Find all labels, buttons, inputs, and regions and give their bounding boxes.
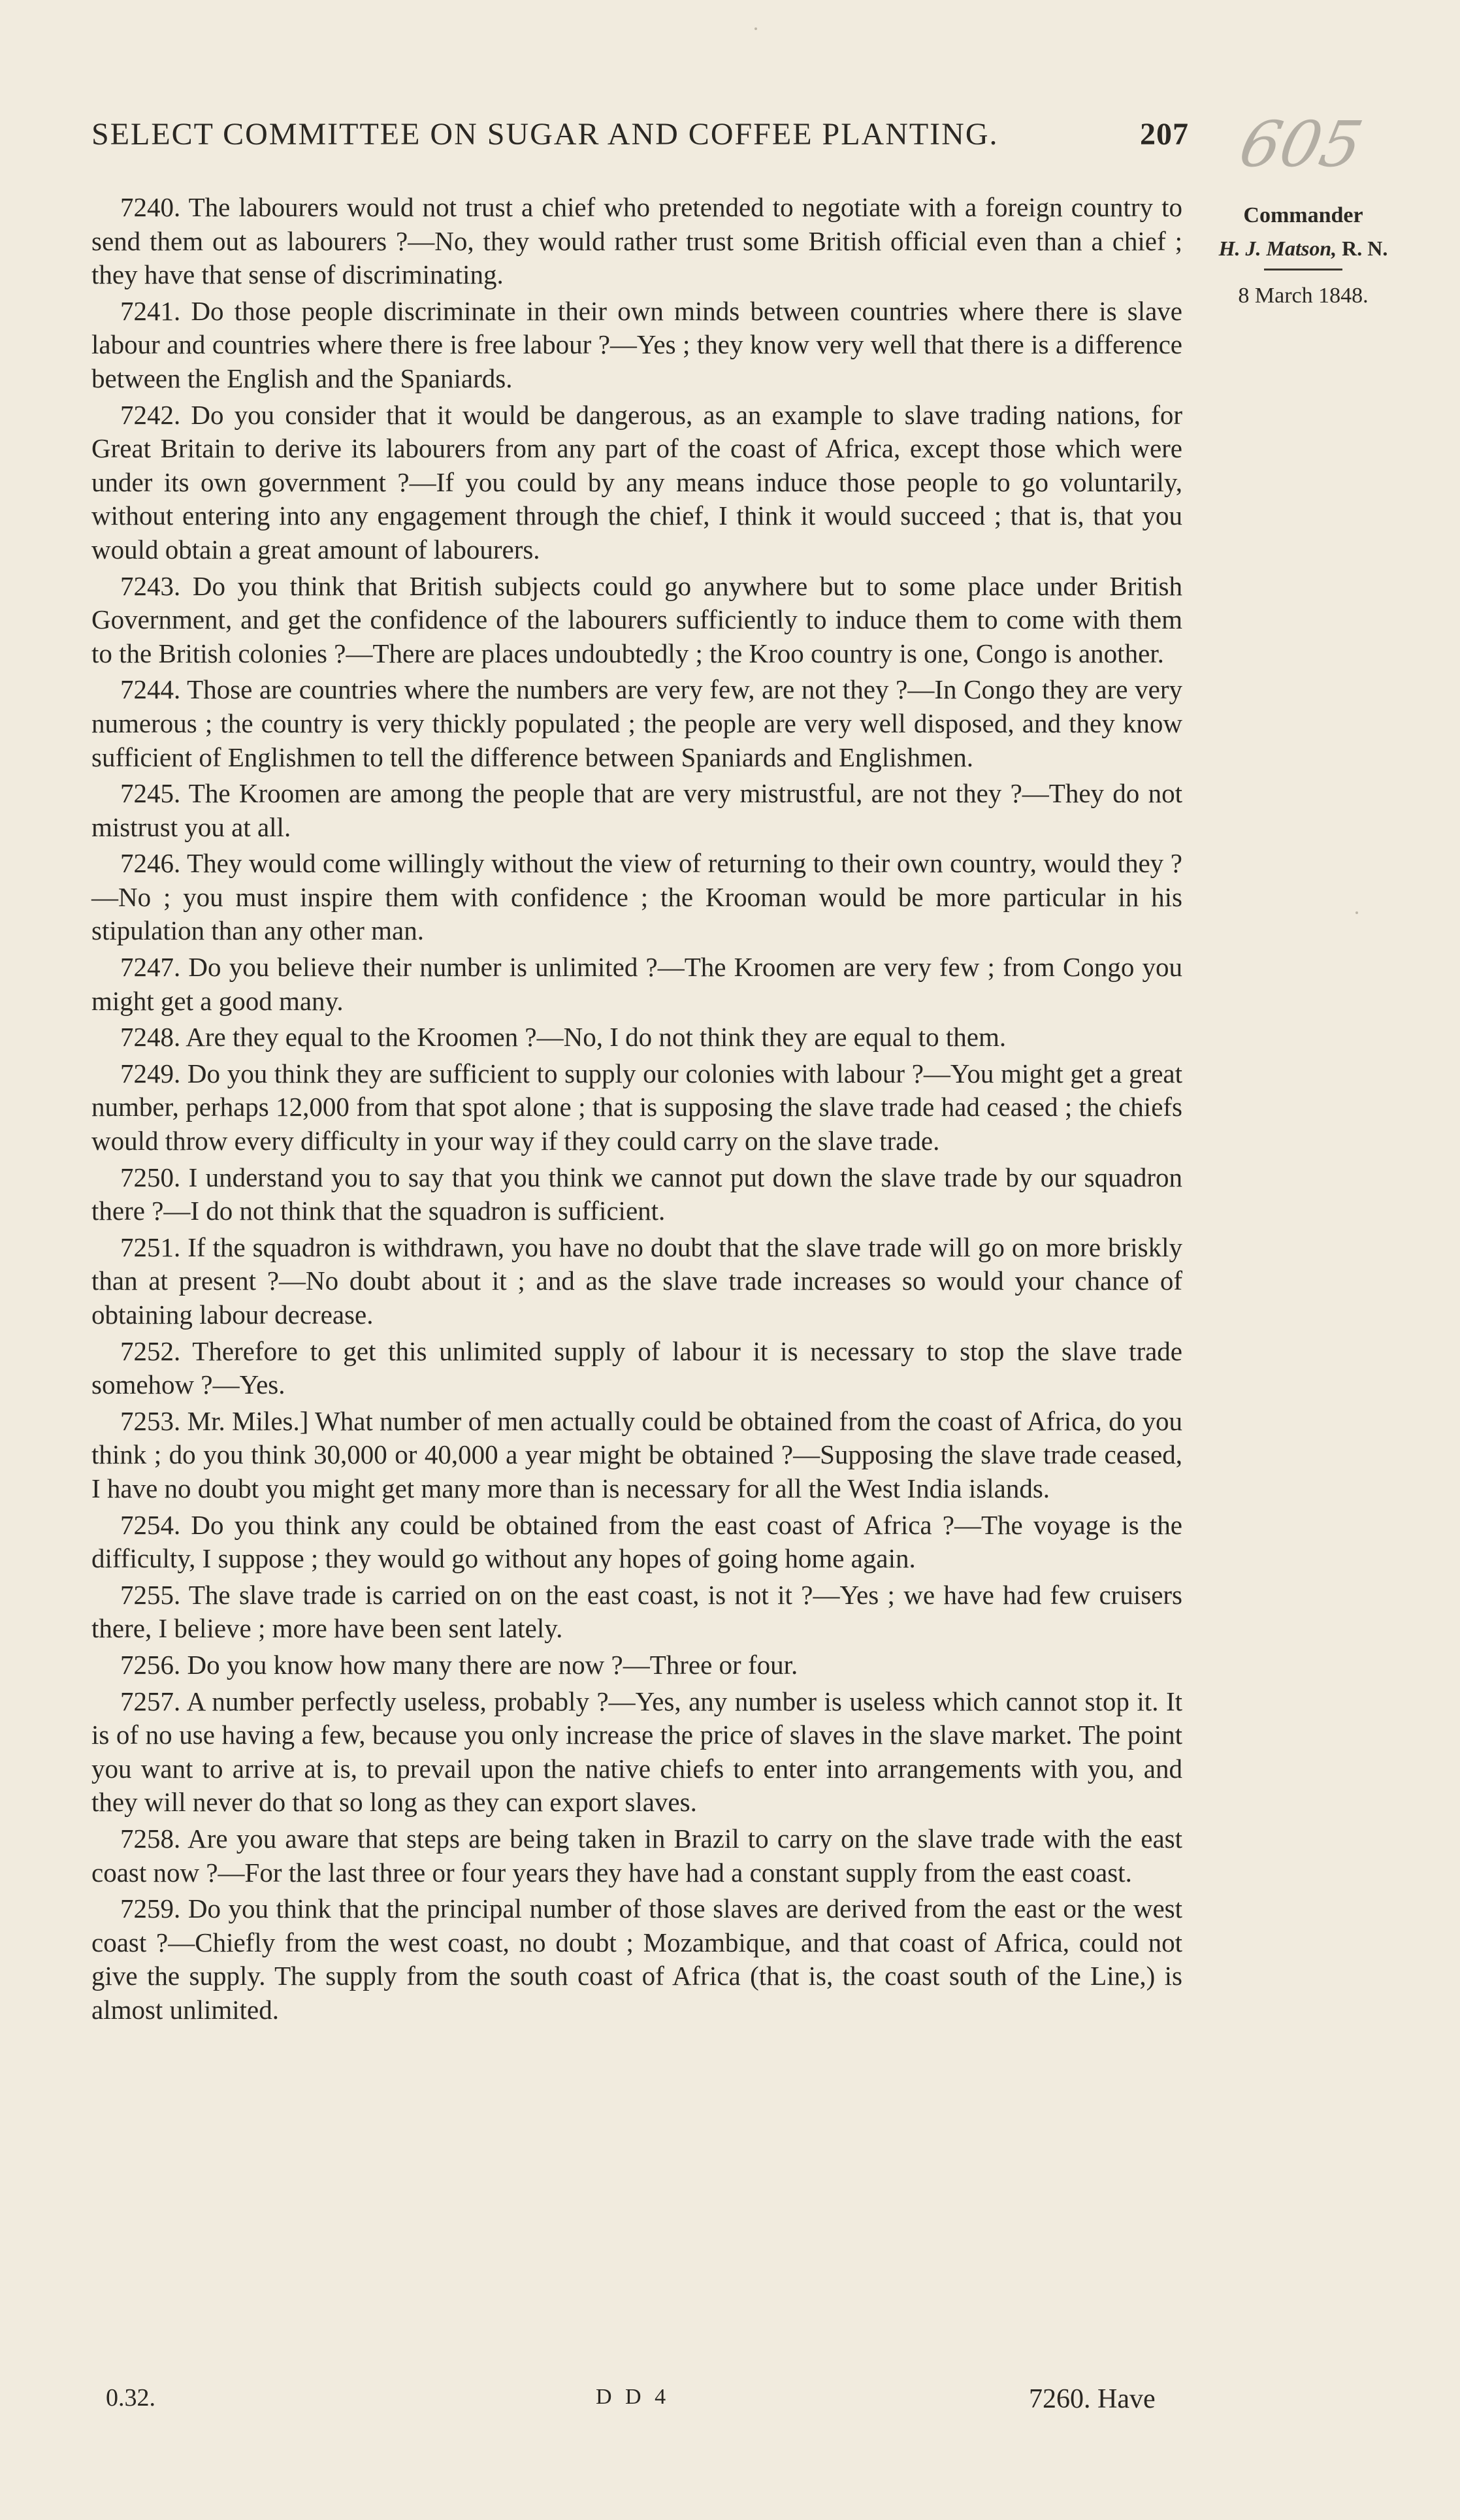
testimony-paragraph: 7254. Do you think any could be obtained from the east coast of Africa ?—The voyage is the difficulty, I suppose ; they would go without any hopes of going home again. [91, 1509, 1182, 1574]
testimony-paragraph: 7242. Do you consider that it would be dangerous, as an example to slave trading nations, for Great Britain to derive its labourers from any part of the coast of Africa, except those which were under its own government ?—If you could by any means induce those people to go voluntarily, without entering into any engagement through the chief, I think it would succeed ; that is, that you would obtain a great amount of labourers. [91, 399, 1182, 565]
testimony-paragraph: 7258. Are you aware that steps are being taken in Brazil to carry on the slave trade with the east coast now ?—For the last three or four years they have had a constant supply from the east coast. [91, 1823, 1182, 1888]
testimony-paragraph: 7250. I understand you to say that you think we cannot put down the slave trade by our squadron there ?—I do not think that the squadron is sufficient. [91, 1162, 1182, 1226]
testimony-paragraph: 7247. Do you believe their number is unlimited ?—The Kroomen are very few ; from Congo you might get a good many. [91, 952, 1182, 1016]
paper-speck [754, 27, 757, 30]
witness-sidenote [1199, 199, 1408, 312]
testimony-paragraph: 7244. Those are countries where the numbers are very few, are not they ?—In Congo they are very numerous ; the country is very thickly populated ; the people are very well disposed, and they know sufficient of Englishmen to tell the difference between Spaniards and Englishmen. [91, 674, 1182, 772]
testimony-paragraph: 7259. Do you think that the principal number of those slaves are derived from the east or the west coast ?—Chiefly from the west coast, no doubt ; Mozambique, and that coast of Africa, could not give the supply. The supply from the south coast of Africa (that is, the coast south of the Line,) is almost unlimited. [91, 1893, 1182, 2025]
witness-suffix: R. N. [1342, 237, 1388, 260]
witness-date: 8 March 1848. [1238, 284, 1369, 308]
testimony-paragraph: 7249. Do you think they are sufficient to supply our colonies with labour ?—You might get a great number, perhaps 12,000 from that spot alone ; that is supposing the slave trade had ceased ; the chiefs would throw every difficulty in your way if they could carry on the slave trade. [91, 1058, 1182, 1156]
witness-name-line [1199, 232, 1408, 265]
footer-signature-mark: D D 4 [596, 2385, 670, 2409]
testimony-paragraph: 7243. Do you think that British subjects could go anywhere but to some place under British Government, and get the confidence of the labourers sufficiently to induce them to come with them to the British colonies ?—There are places undoubtedly ; the Kroo country is one, Congo is another. [91, 570, 1182, 668]
testimony-paragraph: 7256. Do you know how many there are now ?—Three or four. [120, 1649, 798, 1680]
witness-name: H. J. Matson, [1218, 237, 1337, 260]
footer-catchword: 7260. Have [1029, 2384, 1156, 2414]
testimony-paragraph: 7246. They would come willingly without the view of returning to their own country, would they ?—No ; you must inspire them with confidence ; the Krooman would be more particular in his stipulation than any other man. [91, 848, 1182, 946]
testimony-paragraph: 7251. If the squadron is withdrawn, you have no doubt that the slave trade will go on more briskly than at present ?—No doubt about it ; and as the slave trade increases so would your chance of obtaining labour decrease. [91, 1232, 1182, 1330]
paper-speck [1355, 911, 1358, 914]
running-header [91, 116, 1189, 152]
footer-sessional-number: 0.32. [106, 2384, 155, 2412]
testimony-body [91, 191, 1182, 2029]
page-title: SELECT COMMITTEE ON SUGAR AND COFFEE PLANTING. [91, 117, 999, 152]
witness-rank: Commander [1243, 203, 1363, 227]
testimony-paragraph: 7240. The labourers would not trust a chief who pretended to negotiate with a foreign country to send them out as labourers ?—No, they would rather trust some British official even than a chief ; they have that sense of discriminating. [91, 192, 1182, 290]
testimony-paragraph: 7248. Are they equal to the Kroomen ?—No, I do not think they are equal to them. [120, 1022, 1007, 1053]
sidenote-rule [1264, 269, 1342, 270]
handwritten-folio-number: 605 [1233, 108, 1369, 181]
page-number: 207 [1140, 117, 1189, 152]
testimony-paragraph: 7252. Therefore to get this unlimited supply of labour it is necessary to stop the slave trade somehow ?—Yes. [91, 1335, 1182, 1400]
testimony-paragraph: 7253. Mr. Miles.] What number of men actually could be obtained from the coast of Africa, do you think ; do you think 30,000 or 40,000 a year might be obtained ?—Supposing the slave trade ceased, I have no doubt you might get many more than is necessary for all the West India islands. [91, 1405, 1182, 1503]
testimony-paragraph: 7241. Do those people discriminate in their own minds between countries where there is slave labour and countries where there is free labour ?—Yes ; they know very well that there is a difference between the English and the Spaniards. [91, 295, 1182, 393]
testimony-paragraph: 7257. A number perfectly useless, probably ?—Yes, any number is useless which cannot stop it. It is of no use having a few, because you only increase the price of slaves in the slave market. The point you want to arrive at is, to prevail upon the native chiefs to enter into arrangements with you, and they will never do that so long as they can export slaves. [91, 1686, 1182, 1818]
testimony-paragraph: 7255. The slave trade is carried on on the east coast, is not it ?—Yes ; we have had few cruisers there, I believe ; more have been sent lately. [91, 1579, 1182, 1644]
testimony-paragraph: 7245. The Kroomen are among the people that are very mistrustful, are not they ?—They do not mistrust you at all. [91, 778, 1182, 842]
